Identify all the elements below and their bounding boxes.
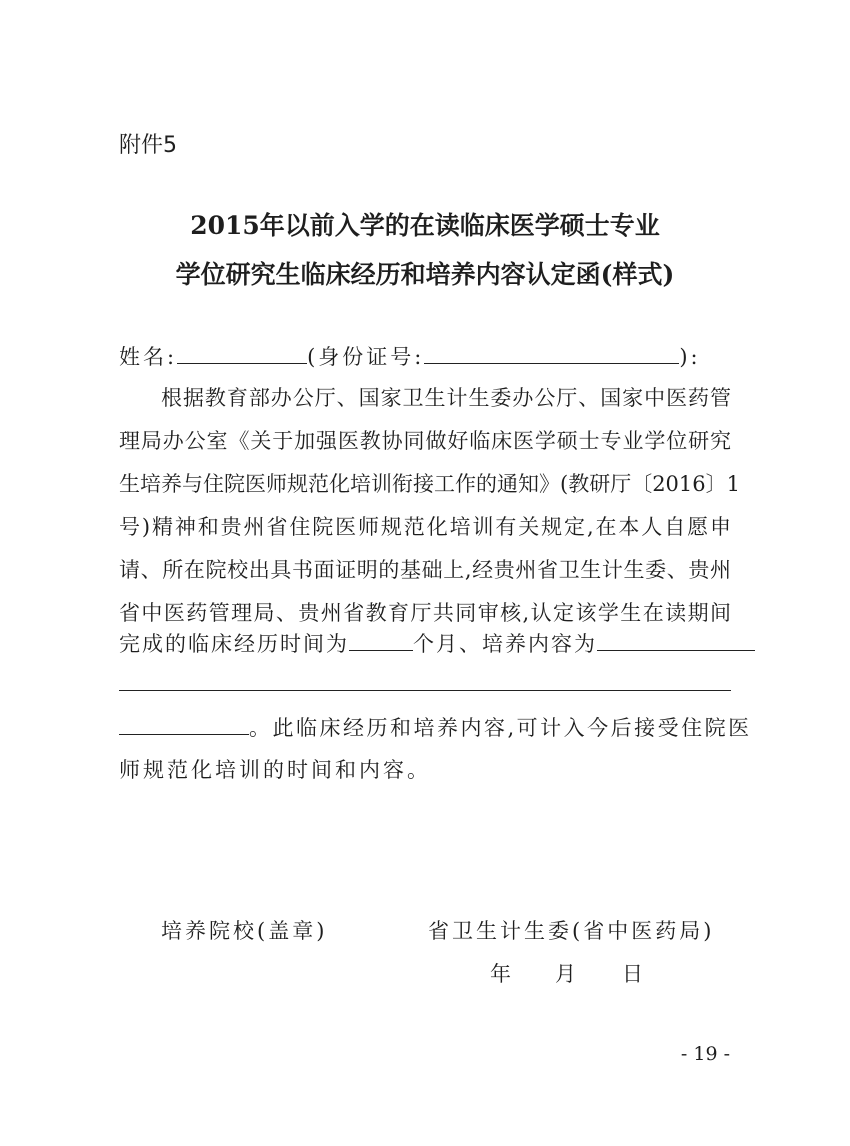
name-field[interactable] <box>177 343 307 364</box>
closing-row-1 <box>119 712 752 742</box>
date-month: 月 <box>555 962 579 986</box>
id-number-field[interactable] <box>424 343 679 364</box>
training-content-field[interactable] <box>597 630 755 651</box>
body-line-3: 生培养与住院医师规范化培训衔接工作的通知》(教研厅〔2016〕1 <box>119 472 740 496</box>
page-number: - 19 - <box>680 1043 730 1065</box>
duration-row <box>119 628 755 658</box>
body-line-4: 号)精神和贵州省住院医师规范化培训有关规定,在本人自愿申 <box>119 515 731 539</box>
closing-text-2: 师规范化培训的时间和内容。 <box>119 758 431 782</box>
document-title-line-2: 学位研究生临床经历和培养内容认定函(样式) <box>175 260 675 289</box>
training-content-end-field[interactable] <box>119 714 249 735</box>
body-line-1: 根据教育部办公厅、国家卫生计生委办公厅、国家中医药管 <box>161 386 731 410</box>
months-field[interactable] <box>349 630 413 651</box>
id-label: (身份证号: <box>307 345 425 369</box>
document-title-line-1: 2015年以前入学的在读临床医学硕士专业 <box>190 211 660 240</box>
body-line-6: 省中医药管理局、贵州省教育厅共同审核,认定该学生在读期间 <box>119 601 731 625</box>
name-id-row <box>119 341 701 371</box>
date-year: 年 <box>490 962 514 986</box>
date-day: 日 <box>622 962 646 986</box>
training-content-continuation-line[interactable] <box>119 690 731 691</box>
name-label: 姓名: <box>119 345 178 369</box>
body-line-2: 理局办公室《关于加强医教协同做好临床医学硕士专业学位研究 <box>119 429 731 453</box>
institution-seal-label: 培养院校(盖章) <box>161 919 328 943</box>
closing-text-1: 。此临床经历和培养内容,可计入今后接受住院医 <box>249 716 752 740</box>
attachment-label: 附件5 <box>119 133 177 158</box>
duration-mid: 个月、培养内容为 <box>413 632 597 656</box>
id-close: ): <box>679 345 701 369</box>
duration-prefix: 完成的临床经历时间为 <box>119 632 349 656</box>
body-line-5: 请、所在院校出具书面证明的基础上,经贵州省卫生计生委、贵州 <box>119 558 731 582</box>
authority-seal-label: 省卫生计生委(省中医药局) <box>428 919 715 943</box>
